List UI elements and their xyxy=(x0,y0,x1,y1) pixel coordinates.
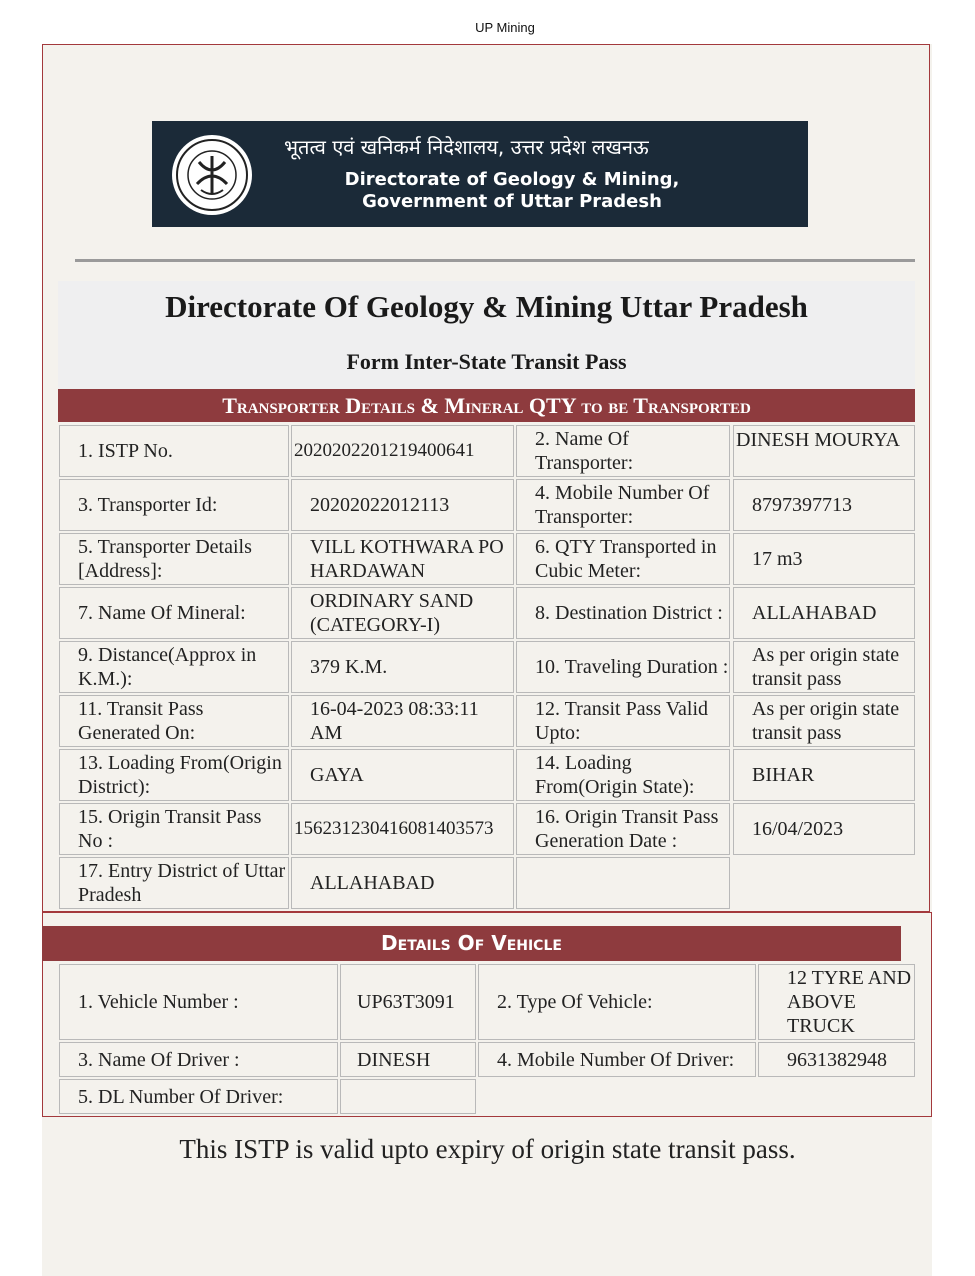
istp-value-16-text: 16/04/2023 xyxy=(752,818,844,840)
istp-value-6 xyxy=(733,533,915,585)
istp-label-13-text: 13. Loading From(Origin District): xyxy=(78,752,282,798)
vehicle-value-2-text: 12 TYRE AND ABOVE TRUCK xyxy=(787,967,912,1037)
istp-label-11-text: 11. Transit Pass Generated On: xyxy=(78,698,204,744)
istp-value-14-text: BIHAR xyxy=(752,764,815,786)
istp-label-16-text: 16. Origin Transit Pass Generation Date : xyxy=(535,806,719,852)
istp-label-6 xyxy=(516,533,730,585)
title-block xyxy=(58,281,915,389)
istp-label-15 xyxy=(59,803,289,855)
vehicle-label-1-text: 1. Vehicle Number : xyxy=(78,991,239,1013)
istp-label-5 xyxy=(59,533,289,585)
vehicle-label-5-text: 5. DL Number Of Driver: xyxy=(78,1085,284,1108)
istp-label-12-text: 12. Transit Pass Valid Upto: xyxy=(535,698,709,744)
istp-value-6-text: 17 m3 xyxy=(752,548,803,570)
istp-value-11-text: 16-04-2023 08:33:11 AM xyxy=(310,698,479,744)
istp-label-10-text: 10. Traveling Duration : xyxy=(535,656,729,678)
up-government-seal-icon xyxy=(172,135,252,215)
vehicle-value-1 xyxy=(340,964,476,1040)
vehicle-label-5 xyxy=(59,1079,338,1114)
istp-label-14 xyxy=(516,749,730,801)
istp-value-2 xyxy=(733,425,915,477)
vehicle-value-4-text: 9631382948 xyxy=(787,1048,887,1071)
istp-label-1-text: 1. ISTP No. xyxy=(78,440,173,462)
vehicle-value-4 xyxy=(758,1042,915,1077)
istp-value-9 xyxy=(291,641,514,693)
istp-label-14-text: 14. Loading From(Origin State): xyxy=(535,752,695,798)
istp-label-8 xyxy=(516,587,730,639)
vehicle-value-3 xyxy=(340,1042,476,1077)
istp-value-3 xyxy=(291,479,514,531)
department-banner xyxy=(152,121,808,227)
vehicle-label-3-text: 3. Name Of Driver : xyxy=(78,1048,240,1071)
istp-value-10-text: As per origin state transit pass xyxy=(752,644,900,690)
istp-value-1 xyxy=(291,425,514,477)
istp-value-4-text: 8797397713 xyxy=(752,494,852,516)
istp-value-8 xyxy=(733,587,915,639)
vehicle-label-4-text: 4. Mobile Number Of Driver: xyxy=(497,1048,735,1071)
istp-label-9 xyxy=(59,641,289,693)
vehicle-section-header: Details Of Vehicle xyxy=(42,926,901,961)
istp-label-6-text: 6. QTY Transported in Cubic Meter: xyxy=(535,536,717,582)
vehicle-label-2 xyxy=(478,964,756,1040)
page-header-title: UP Mining xyxy=(475,20,535,35)
vehicle-label-2-text: 2. Type Of Vehicle: xyxy=(497,991,653,1013)
istp-value-17-text: ALLAHABAD xyxy=(310,872,435,894)
banner-english-line2: Government of Uttar Pradesh xyxy=(362,191,662,212)
istp-label-9-text: 9. Distance(Approx in K.M.): xyxy=(78,644,257,690)
istp-value-7 xyxy=(291,587,514,639)
istp-value-10 xyxy=(733,641,915,693)
istp-label-15-text: 15. Origin Transit Pass No : xyxy=(78,806,262,852)
istp-label-11 xyxy=(59,695,289,747)
istp-label-12 xyxy=(516,695,730,747)
istp-value-1-text: 202020220121940064​1 xyxy=(294,440,475,461)
vehicle-label-4 xyxy=(478,1042,756,1077)
istp-value-12-text: As per origin state transit pass xyxy=(752,698,900,744)
istp-value-13 xyxy=(291,749,514,801)
vehicle-value-2 xyxy=(758,964,915,1040)
istp-label-7-text: 7. Name Of Mineral: xyxy=(78,602,246,624)
istp-label-18 xyxy=(516,857,730,909)
vehicle-label-1 xyxy=(59,964,338,1040)
istp-label-4-text: 4. Mobile Number Of Transporter: xyxy=(535,482,710,528)
istp-label-2 xyxy=(516,425,730,477)
istp-label-3 xyxy=(59,479,289,531)
istp-value-14 xyxy=(733,749,915,801)
istp-label-8-text: 8. Destination District : xyxy=(535,602,723,624)
vehicle-label-3 xyxy=(59,1042,338,1077)
istp-value-2-text: DINESH MOURYA xyxy=(736,429,900,451)
istp-value-5-text: VILL KOTHWARA PO HARDAWAN xyxy=(310,536,504,582)
vehicle-value-5 xyxy=(340,1079,476,1114)
istp-label-7 xyxy=(59,587,289,639)
divider xyxy=(75,259,915,262)
istp-value-16 xyxy=(733,803,915,855)
istp-value-11 xyxy=(291,695,514,747)
istp-label-5-text: 5. Transporter Details [Address]: xyxy=(78,536,252,582)
istp-value-5 xyxy=(291,533,514,585)
istp-value-4 xyxy=(733,479,915,531)
vehicle-value-1-text: UP63T3091 xyxy=(357,991,455,1013)
istp-value-15 xyxy=(291,803,514,855)
istp-label-13 xyxy=(59,749,289,801)
istp-label-10 xyxy=(516,641,730,693)
istp-value-7-text: ORDINARY SAND (CATEGORY-I) xyxy=(310,590,474,636)
transporter-section-header: Transporter Details & Mineral QTY to be Transported xyxy=(58,389,915,422)
istp-value-8-text: ALLAHABAD xyxy=(752,602,877,624)
istp-value-12 xyxy=(733,695,915,747)
istp-value-9-text: 379 K.M. xyxy=(310,656,388,678)
istp-label-2-text: 2. Name Of Transporter: xyxy=(535,428,634,474)
istp-label-17-text: 17. Entry District of Uttar Pradesh xyxy=(78,860,286,906)
istp-value-15-text: 15623123041608140357​3 xyxy=(294,818,494,839)
vehicle-value-3-text: DINESH xyxy=(357,1048,431,1071)
banner-english-line1: Directorate of Geology & Mining, xyxy=(344,169,680,190)
banner-hindi-title: भूतत्व एवं खनिकर्म निदेशालय, उत्तर प्रदेश लखनऊ xyxy=(284,135,649,159)
validity-note: This ISTP is valid upto expiry of origin state transit pass. xyxy=(179,1134,796,1164)
page-title: Directorate Of Geology & Mining Uttar Pradesh xyxy=(165,289,808,324)
form-subtitle: Form Inter-State Transit Pass xyxy=(346,349,627,374)
istp-label-1 xyxy=(59,425,289,477)
istp-label-3-text: 3. Transporter Id: xyxy=(78,494,218,516)
istp-value-13-text: GAYA xyxy=(310,764,364,786)
istp-value-17 xyxy=(291,857,514,909)
istp-label-17 xyxy=(59,857,289,909)
istp-label-4 xyxy=(516,479,730,531)
istp-label-16 xyxy=(516,803,730,855)
istp-value-3-text: 20202022012113 xyxy=(310,494,450,516)
